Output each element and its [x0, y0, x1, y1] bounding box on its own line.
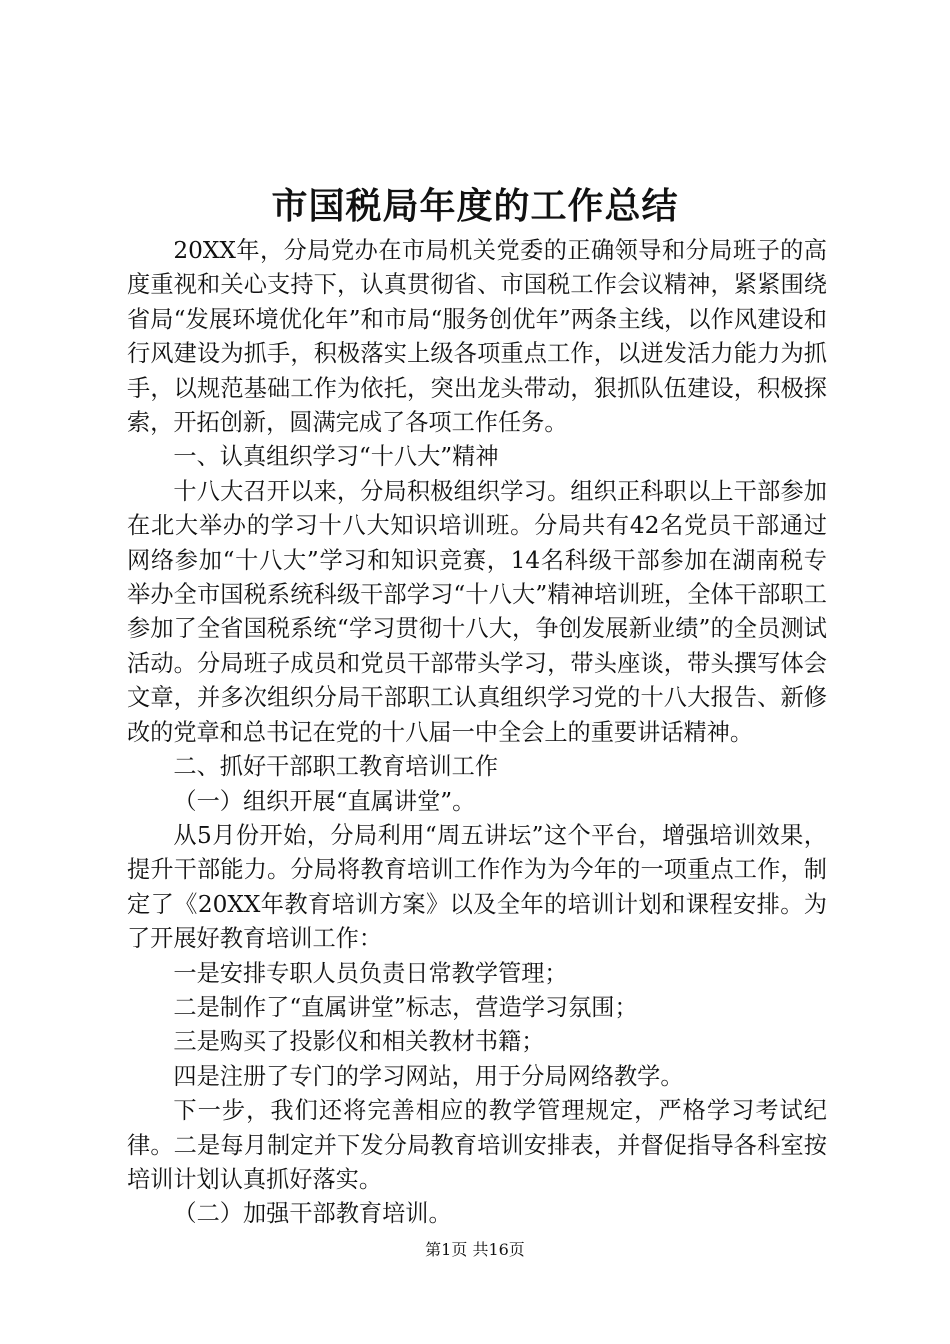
- paragraph-intro: 20XX年，分局党办在市局机关党委的正确领导和分局班子的高度重视和关心支持下，认真贯彻省、市国税工作会议精神，紧紧围绕省局“发展环境优化年”和市局“服务创优年”两条主线，以作风建设和行风建设为抓手，积极落实上级各项重点工作，以迸发活力能力为抓手，以规范基础工作为依托，突出龙头带动，狠抓队伍建设，积极探索，开拓创新，圆满完成了各项工作任务。: [127, 237, 827, 437]
- subsection-heading-2-2: （二）加强干部教育培训。: [173, 1200, 452, 1228]
- document-body: [127, 234, 827, 1232]
- subsection-heading-2-1: （一）组织开展“直属讲堂”。: [173, 787, 476, 815]
- document-title: 市国税局年度的工作总结: [271, 185, 679, 227]
- list-item-4: 四是注册了专门的学习网站，用于分局网络教学。: [173, 1062, 684, 1090]
- paragraph-section-1: 十八大召开以来，分局积极组织学习。组织正科职以上干部参加在北大举办的学习十八大知识培训班。分局共有42名党员干部通过网络参加“十八大”学习和知识竞赛，14名科级干部参加在湖南税专举办全市国税系统科级干部学习“十八大”精神培训班，全体干部职工参加了全省国税系统“学习贯彻十八大，争创发展新业绩”的全员测试活动。分局班子成员和党员干部带头学习，带头座谈，带头撰写体会文章，并多次组织分局干部职工认真组织学习党的十八大报告、新修改的党章和总书记在党的十八届一中全会上的重要讲话精神。: [127, 477, 827, 746]
- paragraph-section-2-1: 从5月份开始，分局利用“周五讲坛”这个平台，增强培训效果，提升干部能力。分局将教育培训工作作为为今年的一项重点工作，制定了《20XX年教育培训方案》以及全年的培训计划和课程安排。为了开展好教育培训工作：: [127, 821, 827, 953]
- section-heading-1: 一、认真组织学习“十八大”精神: [173, 443, 499, 471]
- page-footer: 第1页 共16页: [425, 1240, 525, 1259]
- paragraph-next-step: 下一步，我们还将完善相应的教学管理规定，严格学习考试纪律。二是每月制定并下发分局教育培训安排表，并督促指导各科室按培训计划认真抓好落实。: [127, 1097, 827, 1193]
- list-item-1: 一是安排专职人员负责日常教学管理；: [173, 959, 568, 987]
- list-item-3: 三是购买了投影仪和相关教材书籍；: [173, 1028, 545, 1056]
- list-item-2: 二是制作了“直属讲堂”标志，营造学习氛围；: [173, 993, 638, 1021]
- section-heading-2: 二、抓好干部职工教育培训工作: [173, 753, 499, 781]
